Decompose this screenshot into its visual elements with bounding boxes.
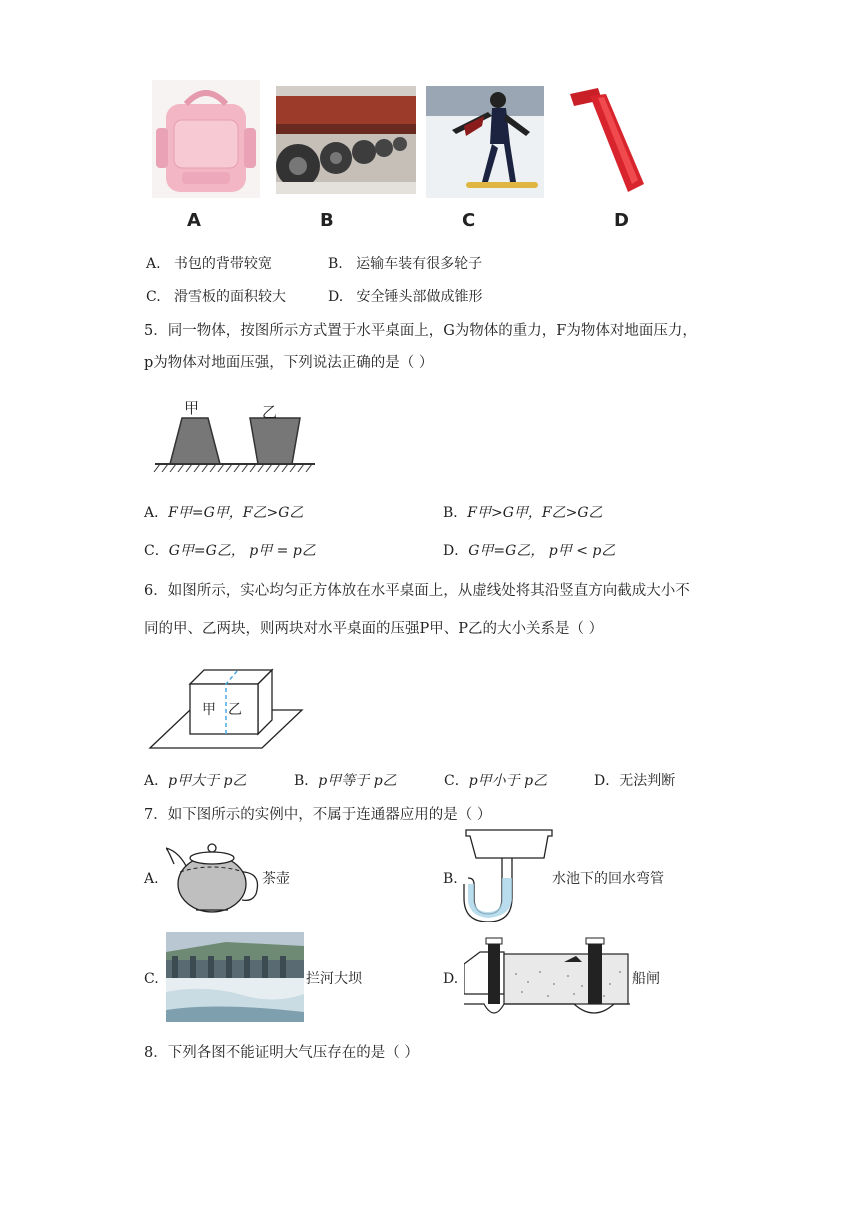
q7-option-c-caption: 拦河大坝 xyxy=(306,971,362,987)
q8-stem: 8．下列各图不能证明大气压存在的是（ ） xyxy=(144,1045,419,1061)
q7-option-b-caption: 水池下的回水弯管 xyxy=(552,871,664,887)
q4-option-a: A. 书包的背带较宽 xyxy=(146,256,272,272)
q4-option-d: D. 安全锤头部做成锥形 xyxy=(328,289,483,305)
image-label-a: A xyxy=(187,210,201,231)
q7-option-c-letter: C. xyxy=(144,971,159,987)
q5-figure-label-yi: 乙 xyxy=(262,403,278,421)
q4-option-c: C. 滑雪板的面积较大 xyxy=(146,289,287,305)
q6-figure-label-yi: 乙 xyxy=(228,702,242,718)
q6-option-a: A．p甲大于 p乙 xyxy=(144,773,247,789)
q6-figure xyxy=(146,664,306,754)
q6-option-c: C．p甲小于 p乙 xyxy=(444,773,548,789)
q5-option-d: D．G甲=G乙， p甲 < p乙 xyxy=(443,543,616,559)
q6-option-d: D．无法判断 xyxy=(594,773,676,789)
image-label-c: C xyxy=(462,210,476,231)
q7-stem: 7．如下图所示的实例中，不属于连通器应用的是（ ） xyxy=(144,807,492,823)
q5-stem-line1: 5．同一物体，按图所示方式置于水平桌面上，G为物体的重力，F为物体对地面压力， xyxy=(144,323,697,339)
teapot-image xyxy=(166,836,262,918)
q5-figure-label-jia: 甲 xyxy=(184,399,200,417)
q4-option-b: B. 运输车装有很多轮子 xyxy=(328,256,483,272)
q7-option-a-caption: 茶壶 xyxy=(262,871,290,887)
dam-image xyxy=(166,932,304,1022)
image-label-d: D xyxy=(614,210,629,231)
q5-option-a: A．F甲=G甲，F乙>G乙 xyxy=(144,505,304,521)
q6-option-b: B．p甲等于 p乙 xyxy=(294,773,397,789)
q7-option-b-letter: B. xyxy=(443,871,458,887)
q7-option-a-letter: A. xyxy=(144,871,159,887)
q5-option-b: B．F甲>G甲，F乙>G乙 xyxy=(443,505,603,521)
q5-stem-line2: p为物体对地面压强，下列说法正确的是（ ） xyxy=(144,355,434,371)
ship-lock-image xyxy=(464,934,630,1022)
q7-option-d-letter: D. xyxy=(443,971,459,987)
backpack-image xyxy=(152,80,260,198)
q5-figure xyxy=(150,396,320,476)
q7-option-d-caption: 船闸 xyxy=(632,971,660,987)
q6-figure-label-jia: 甲 xyxy=(202,702,216,718)
q6-stem-line1: 6．如图所示，实心均匀正方体放在水平桌面上，从虚线处将其沿竖直方向截成大小不 xyxy=(144,583,690,599)
q6-stem-line2: 同的甲、乙两块，则两块对水平桌面的压强P甲、P乙的大小关系是（ ） xyxy=(144,621,604,637)
sink-trap-image xyxy=(462,828,554,922)
transport-truck-image xyxy=(276,86,416,194)
safety-hammer-image xyxy=(568,84,650,196)
snowboard-image xyxy=(426,86,544,198)
q5-option-c: C．G甲=G乙， p甲 = p乙 xyxy=(144,543,316,559)
image-label-b: B xyxy=(320,210,334,231)
